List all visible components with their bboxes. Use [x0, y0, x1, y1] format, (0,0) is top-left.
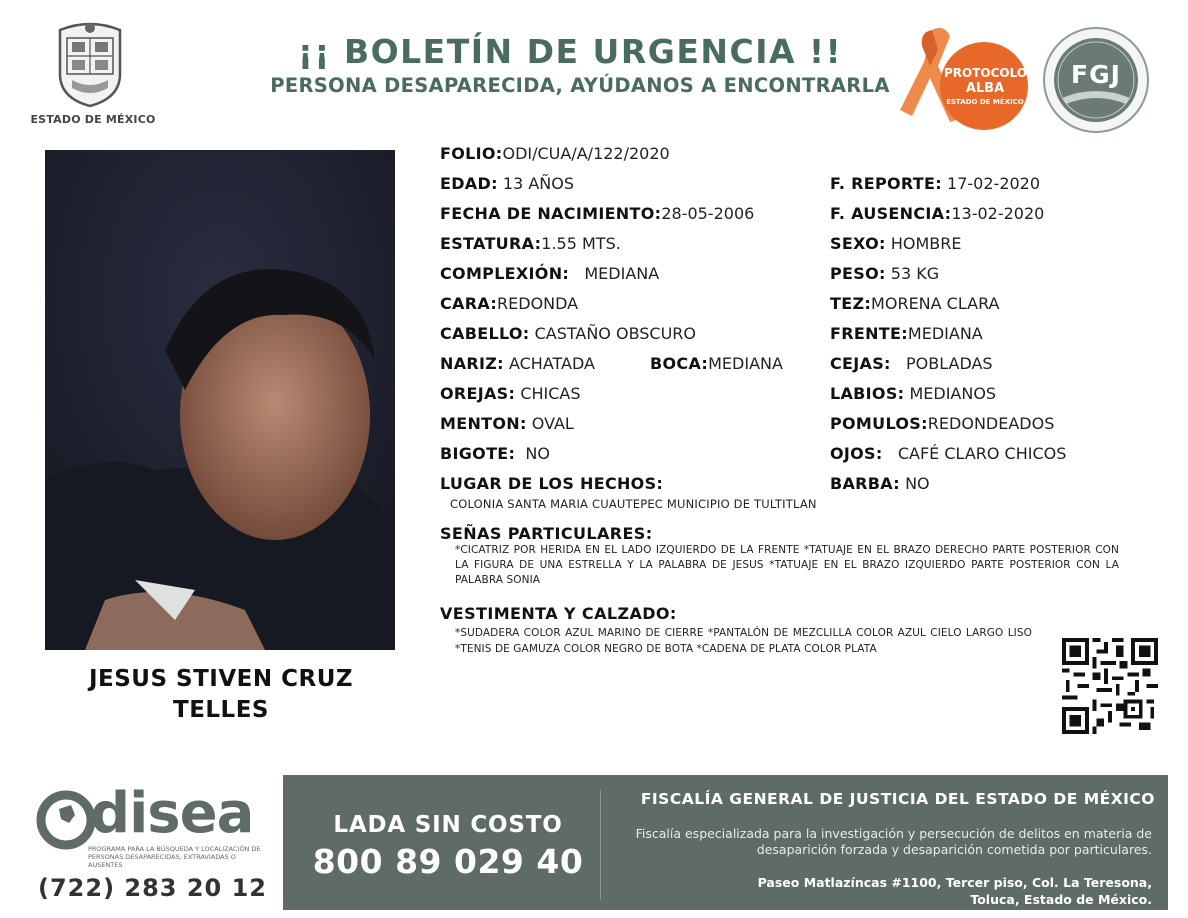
field-menton: MENTON: OVAL	[440, 414, 574, 433]
odisea-map-pin-icon	[35, 789, 97, 851]
field-sexo: SEXO: HOMBRE	[830, 234, 962, 253]
odisea-wordmark: disea	[90, 781, 254, 846]
field-fecha-nacimiento: FECHA DE NACIMIENTO:28-05-2006	[440, 204, 755, 223]
fgjem-title: FISCALÍA GENERAL DE JUSTICIA DEL ESTADO DE MÉXICO	[640, 790, 1155, 808]
field-boca: BOCA:MEDIANA	[650, 354, 783, 373]
person-name	[40, 664, 402, 726]
odisea-caption: PROGRAMA PARA LA BÚSQUEDA Y LOCALIZACIÓN DE PERSONAS DESAPARECIDAS, EXTRAVIADAS O AUSENTES	[88, 845, 261, 869]
missing-person-photo	[45, 150, 395, 650]
vestimenta-title: VESTIMENTA Y CALZADO:	[440, 604, 677, 623]
field-nariz: NARIZ: ACHATADA	[440, 354, 595, 373]
field-cejas: CEJAS: POBLADAS	[830, 354, 993, 373]
field-complexion: COMPLEXIÓN: MEDIANA	[440, 264, 660, 283]
senas-text: *CICATRIZ POR HERIDA EN EL LADO IZQUIERDO DE LA FRENTE *TATUAJE EN EL BRAZO DERECHO PARTE POSTERIOR CON LA FIGURA DE UNA ESTRELLA Y LA PALABRA DE JESUS *TATUAJE EN EL BRAZO IZQUIERDO PARTE POSTERIOR CON LA PALABRA SONIA	[455, 544, 1119, 586]
field-tez: TEZ:MORENA CLARA	[830, 294, 1000, 313]
qr-code-icon	[1062, 638, 1158, 734]
odisea-phone: (722) 283 20 12	[38, 874, 267, 902]
field-folio: FOLIO:ODI/CUA/A/122/2020	[440, 144, 670, 163]
field-cabello: CABELLO: CASTAÑO OBSCURO	[440, 324, 697, 343]
field-fecha-reporte: F. REPORTE: 17-02-2020	[830, 174, 1041, 193]
person-name-line2: TELLES	[173, 697, 269, 723]
bulletin-title: ¡¡ BOLETÍN DE URGENCIA !!	[297, 32, 843, 71]
field-barba: BARBA: NO	[830, 474, 930, 493]
field-pomulos: POMULOS:REDONDEADOS	[830, 414, 1055, 433]
field-estatura: ESTATURA:1.55 MTS.	[440, 234, 621, 253]
field-edad: EDAD: 13 AÑOS	[440, 174, 574, 193]
person-name-line1: JESUS STIVEN CRUZ	[88, 666, 354, 692]
senas-title: SEÑAS PARTICULARES:	[440, 524, 653, 543]
fgjem-address-line1: Paseo Matlazíncas #1100, Tercer piso, Col. La Teresona,	[757, 875, 1152, 890]
fgjem-description: Fiscalía especializada para la investigación y persecución de delitos en materia de desaparición forzada y desaparición cometida por particulares.	[635, 826, 1152, 857]
fgj-seal	[1042, 26, 1150, 134]
lada-label: LADA SIN COSTO	[333, 812, 563, 838]
field-orejas: OREJAS: CHICAS	[440, 384, 581, 403]
field-lugar-value: COLONIA SANTA MARIA CUAUTEPEC MUNICIPIO DE TULTITLAN	[450, 497, 817, 511]
protocolo-alba-logo	[898, 22, 1034, 134]
estado-de-mexico-crest-icon	[52, 20, 128, 108]
fgj-label: FGJ	[1071, 60, 1121, 89]
lada-number: 800 89 029 40	[312, 842, 584, 881]
alba-line1: PROTOCOLO	[944, 66, 1028, 80]
field-ojos: OJOS: CAFÉ CLARO CHICOS	[830, 444, 1067, 463]
field-frente: FRENTE:MEDIANA	[830, 324, 983, 343]
fgjem-address-line2: Toluca, Estado de México.	[970, 892, 1152, 907]
field-lugar-label: LUGAR DE LOS HECHOS:	[440, 474, 664, 493]
field-peso: PESO: 53 KG	[830, 264, 940, 283]
field-fecha-ausencia: F. AUSENCIA:13-02-2020	[830, 204, 1045, 223]
bulletin-subtitle: PERSONA DESAPARECIDA, AYÚDANOS A ENCONTRARLA	[270, 74, 890, 97]
field-labios: LABIOS: MEDIANOS	[830, 384, 997, 403]
alba-line3: ESTADO DE MÉXICO	[946, 98, 1024, 106]
vestimenta-text: *SUDADERA COLOR AZUL MARINO DE CIERRE *PANTALÓN DE MEZCLILLA COLOR AZUL CIELO LARGO LISO *TENIS DE GAMUZA COLOR NEGRO DE BOTA *CADENA DE PLATA COLOR PLATA	[455, 627, 1032, 655]
state-name: ESTADO DE MÉXICO	[30, 113, 156, 126]
field-cara: CARA:REDONDA	[440, 294, 579, 313]
alba-line2: ALBA	[965, 81, 1005, 96]
field-bigote: BIGOTE: NO	[440, 444, 550, 463]
odisea-logo	[30, 781, 275, 875]
footer-divider	[600, 790, 601, 900]
